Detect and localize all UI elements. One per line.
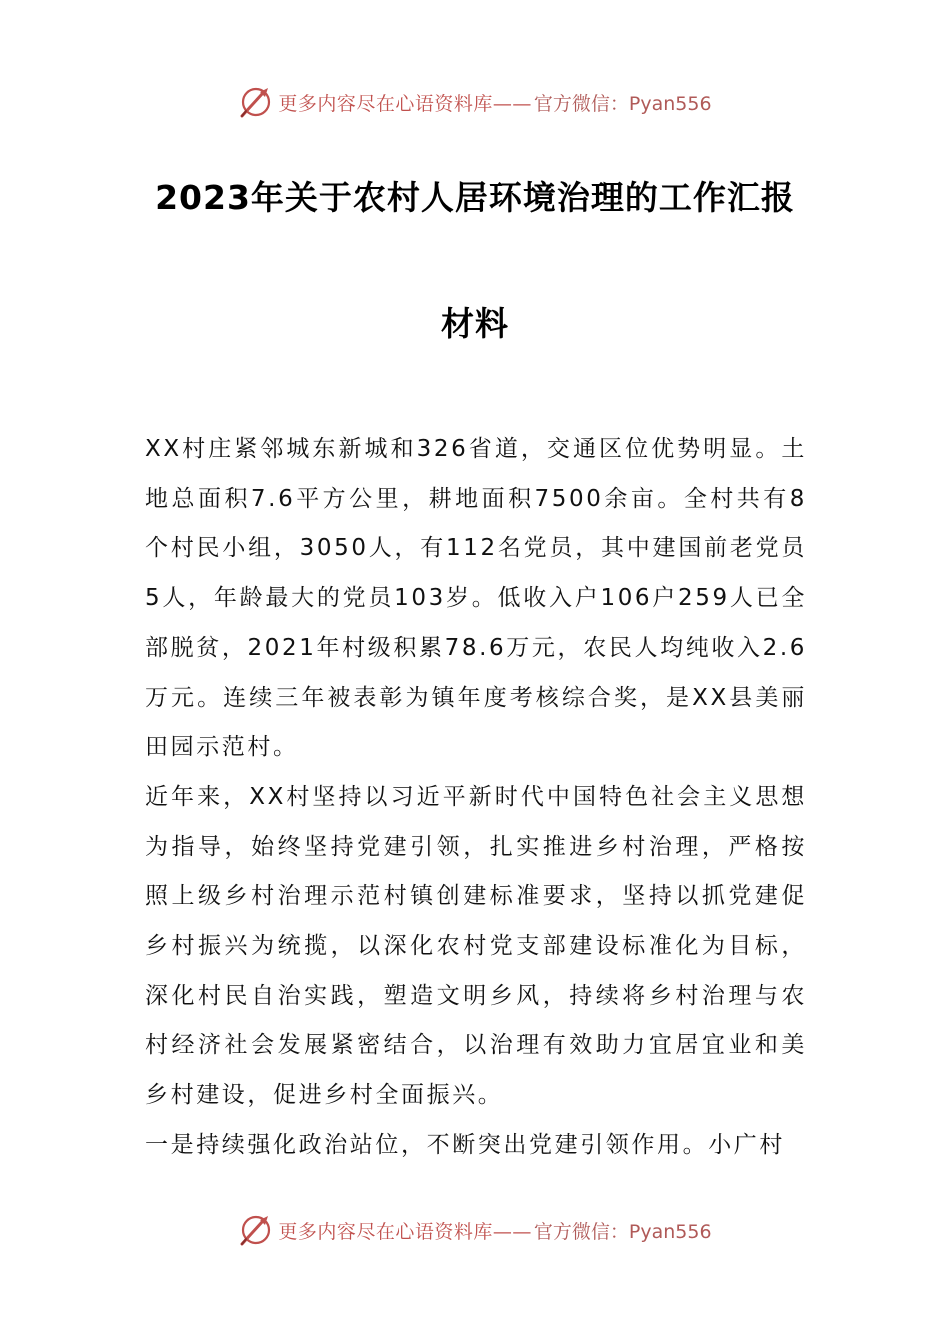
banner-slogan: 更多内容尽在心语资料库—— [278,1220,532,1243]
body-paragraph: XX村庄紧邻城东新城和326省道，交通区位优势明显。土地总面积7.6平方公里，耕地面积7500余亩。全村共有8个村民小组，3050人，有112名党员，其中建国前老党员5人，年龄最大的党员103岁。低收入户106户259人已全部脱贫，2021年村级积累78.6万元，农民人均纯收入2.6万元。连续三年被表彰为镇年度考核综合奖，是XX县美丽田园示范村。 [145,436,807,761]
body-paragraph: 近年来，XX村坚持以习近平新时代中国特色社会主义思想为指导，始终坚持党建引领，扎实推进乡村治理，严格按照上级乡村治理示范村镇创建标准要求，坚持以抓党建促乡村振兴为统揽，以深化农村党支部建设标准化为目标，深化村民自治实践，塑造文明乡风，持续将乡村治理与农村经济社会发展紧密结合，以治理有效助力宜居宜业和美乡村建设，促进乡村全面振兴。 [145,783,807,1109]
document-title-line-1: 2023年关于农村人居环境治理的工作汇报 [155,178,795,217]
banner-official-wechat: 官方微信：Pyan556 [533,92,712,115]
header-banner [0,82,950,122]
document-title-line-2: 材料 [441,304,509,343]
pen-logo-icon [238,84,274,120]
pen-logo-icon [238,1212,274,1248]
banner-official-wechat: 官方微信：Pyan556 [533,1220,712,1243]
document-body [145,425,807,1171]
banner-slogan: 更多内容尽在心语资料库—— [278,92,532,115]
footer-banner [0,1210,950,1250]
body-paragraph: 一是持续强化政治站位，不断突出党建引领作用。小广村 [145,1131,785,1158]
